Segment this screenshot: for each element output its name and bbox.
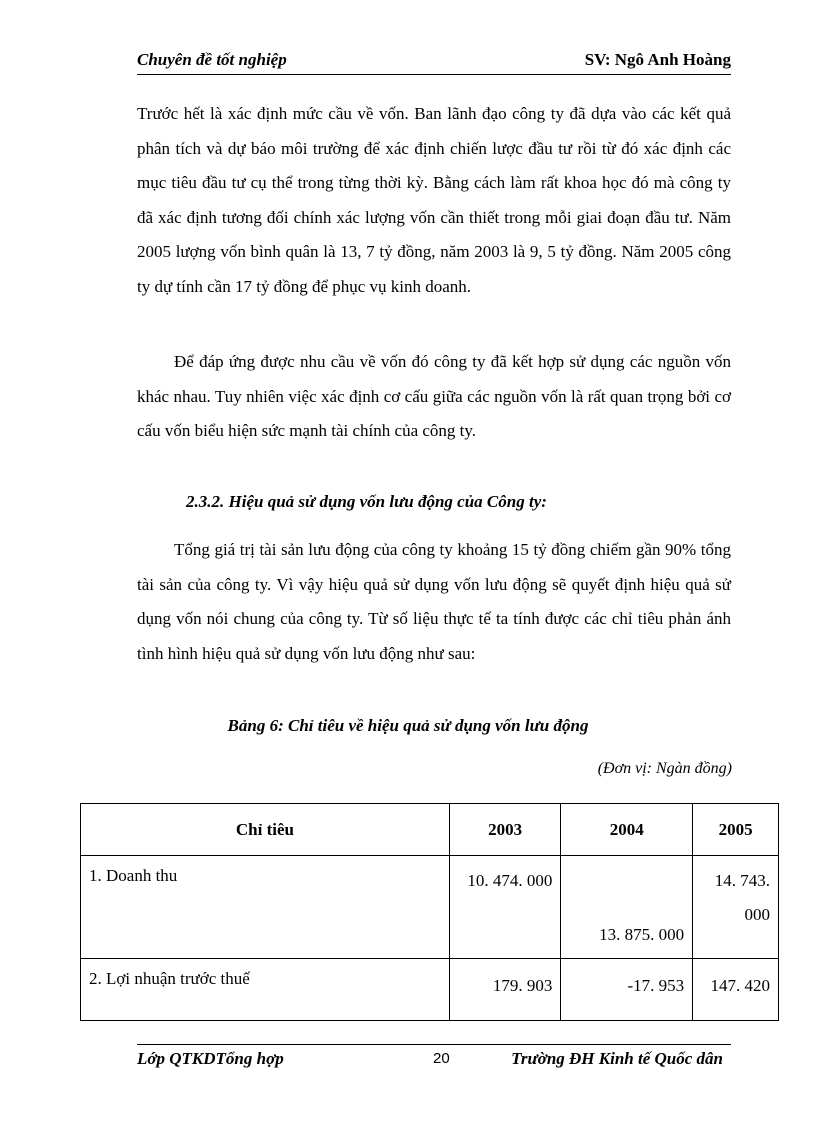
paragraph-capital-structure: Để đáp ứng được nhu cầu về vốn đó công ty đã kết hợp sử dụng các nguồn vốn khác nhau. Tuy nhiên việc xác định cơ cấu giữa các nguồn vốn là rất quan trọng bởi cơ cấu vốn biểu hiện sức mạnh tài chính của công ty. bbox=[137, 352, 731, 440]
header-indicator: Chỉ tiêu bbox=[81, 804, 450, 856]
cell-2003: 179. 903 bbox=[449, 959, 560, 1021]
table-unit-note: (Đơn vị: Ngàn đồng) bbox=[597, 760, 732, 777]
cell-2003: 10. 474. 000 bbox=[449, 856, 560, 959]
header-2005: 2005 bbox=[693, 804, 779, 856]
footer-university: Trường ĐH Kinh tế Quốc dân bbox=[511, 1049, 723, 1068]
table-row bbox=[81, 856, 779, 959]
section-heading: 2.3.2. Hiệu quả sử dụng vốn lưu động của Công ty: bbox=[186, 492, 547, 511]
paragraph-working-capital: Tổng giá trị tài sản lưu động của công ty khoảng 15 tỷ đồng chiếm gần 90% tổng tài sản của công ty. Vì vậy hiệu quả sử dụng vốn lưu động sẽ quyết định hiệu quả sử dụng vốn nói chung của công ty. Từ số liệu thực tế ta tính được các chỉ tiêu phản ánh tình hình hiệu quả sử dụng vốn lưu động như sau: bbox=[137, 540, 731, 663]
table-header-row bbox=[81, 804, 779, 856]
working-capital-table bbox=[80, 803, 779, 1021]
paragraph-capital-demand: Trước hết là xác định mức cầu về vốn. Ban lãnh đạo công ty đã dựa vào các kết quả phân tích và dự báo môi trường để xác định chiến lược đầu tư rồi từ đó xác định các mục tiêu đầu tư cụ thể trong từng thời kỳ. Bằng cách làm rất khoa học đó mà công ty đã xác định tương đối chính xác lượng vốn cần thiết trong mỗi giai đoạn đầu tư. Năm 2005 lượng vốn bình quân là 13, 7 tỷ đồng, năm 2003 là 9, 5 tỷ đồng. Năm 2005 công ty dự tính cần 17 tỷ đồng để phục vụ kinh doanh. bbox=[137, 104, 731, 296]
header-document-type: Chuyên đề tốt nghiệp bbox=[137, 50, 287, 69]
cell-2004: 13. 875. 000 bbox=[561, 856, 693, 959]
cell-2005: 147. 420 bbox=[693, 959, 779, 1021]
cell-2004: -17. 953 bbox=[561, 959, 693, 1021]
cell-2005: 14. 743. 000 bbox=[693, 856, 779, 959]
page-header bbox=[137, 50, 731, 75]
footer-class-name: Lớp QTKDTổng hợp bbox=[137, 1049, 284, 1068]
row-label: 1. Doanh thu bbox=[81, 856, 450, 959]
table-row bbox=[81, 959, 779, 1021]
page-footer bbox=[137, 1044, 731, 1067]
header-2004: 2004 bbox=[561, 804, 693, 856]
row-label: 2. Lợi nhuận trước thuế bbox=[81, 959, 450, 1021]
header-2003: 2003 bbox=[449, 804, 560, 856]
header-student-name: SV: Ngô Anh Hoàng bbox=[584, 50, 731, 69]
page-number: 20 bbox=[433, 1050, 450, 1067]
table-caption: Bảng 6: Chỉ tiêu về hiệu quả sử dụng vốn lưu động bbox=[227, 716, 589, 735]
